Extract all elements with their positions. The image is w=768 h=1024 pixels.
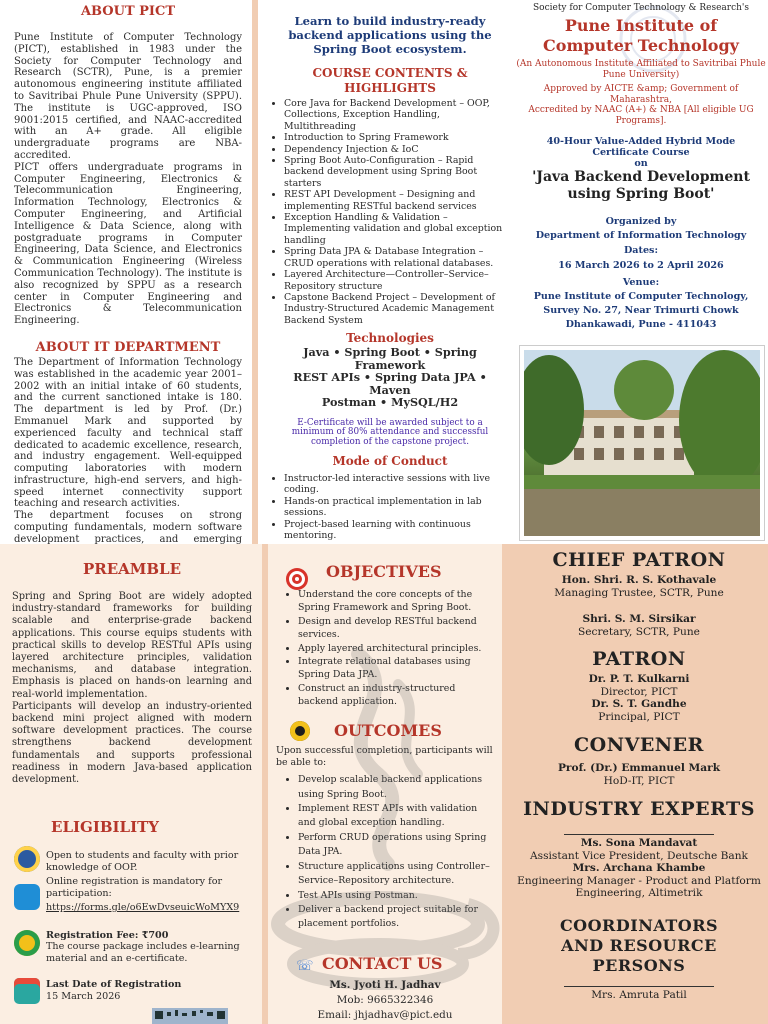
tech-line-3: Postman • MySQL/H2 <box>321 395 459 410</box>
venue-label: Venue: <box>622 277 660 288</box>
list-item: • Spring Boot Auto-Configuration – Rapid backend development using Spring Boot starters <box>284 155 508 189</box>
organized-label: Organized by <box>605 216 677 227</box>
campus-photo-art <box>524 350 760 536</box>
divider <box>564 986 714 987</box>
mode-heading: Mode of Conduct <box>332 454 448 469</box>
eligibility-item-1: Open to students and faculty with prior knowledge of OOP. <box>46 850 239 873</box>
convener-name: Prof. (Dr.) Emmanuel Mark <box>557 762 721 774</box>
target-icon <box>286 568 308 590</box>
technologies-heading: Technologies <box>346 331 434 346</box>
list-item: • Design and develop RESTful backend services. <box>298 615 494 642</box>
preamble-para2: Participants will develop an industry-oriented backend mini project aligned with modern software development practices. The course strengthens backend development fundamentals and supports professional readiness in modern Java-based application development. <box>12 700 252 786</box>
outcomes-heading: OUTCOMES <box>334 720 442 740</box>
mode-list <box>272 473 508 541</box>
approved-note: Approved by AICTE &amp; Government of Maharashtra, <box>543 84 739 105</box>
about-pict-heading: ABOUT PICT <box>80 4 176 19</box>
list-item: • Spring Data JPA & Database Integration – CRUD operations with relational databases. <box>284 246 508 269</box>
about-it-para2: The department focuses on strong computing fundamentals, modern software development practices, and emerging <box>14 510 242 544</box>
convener-heading: CONVENER <box>574 734 704 756</box>
chief-patron-2-role: Secretary, SCTR, Pune <box>578 625 700 638</box>
chief-patron-1-name: Hon. Shri. R. S. Kothavale <box>561 574 717 586</box>
outcomes-intro: Upon successful completion, participants will be able to: <box>276 744 493 769</box>
about-it-para1: The Department of Information Technology was established in the academic year 2001–2002 with an initial intake of 60 students, and the current sanctioned intake is 180. The department is led by Prof. (Dr.) Emmanuel Mark and supported by experienced faculty and technical staff dedicated to academic excellence, research, and industry engagement. Well-equipped computing laboratories with modern infrastructure, high-end servers, and high-speed internet connectivity support teaching and research activities. <box>14 356 242 510</box>
qr-code-icon <box>152 1008 228 1024</box>
divider <box>564 834 714 835</box>
contact-mob: Mob: 9665322346 <box>336 994 434 1006</box>
contact-email[interactable]: Email: jhjadhav@pict.edu <box>317 1009 453 1021</box>
coordinator-1: Mrs. Amruta Patil <box>591 988 687 1001</box>
institute-name: Pune Institute of Computer Technology <box>543 16 739 55</box>
list-item: • Apply layered architectural principles. <box>298 642 494 655</box>
preamble-heading: PREAMBLE <box>82 560 182 578</box>
fee-label: Registration Fee: ₹700 <box>46 930 169 941</box>
contact-heading: CONTACT US <box>322 954 443 973</box>
list-item: • Structure applications using Controller–Service–Repository architecture. <box>298 860 494 889</box>
about-pict-para1: Pune Institute of Computer Technology (PICT), established in 1983 under the Society for Computer Technology and Research (SCTR), Pune, is a premier autonomous engineering institute affiliated to Savitribai Phule Pune University (SPPU). The institute is UGC-approved, ISO 9001:2015 certified, and NAAC-accredited with an A+ grade. All eligible undergraduate programs are NBA-accredited. <box>14 32 242 161</box>
patron-1-name: Dr. P. T. Kulkarni <box>588 673 690 685</box>
preamble-para1: Spring and Spring Boot are widely adopted industry-standard frameworks for building scalable and enterprise-grade backend applications. This course equips students with practical skills to develop RESTful APIs using layered architecture principles, validation mechanisms, and database integration. Emphasis is placed on hands-on learning and real-world implementation. <box>12 591 252 700</box>
course-tagline: Learn to build industry-ready backend applications using the Spring Boot ecosystem. <box>288 14 492 56</box>
autonomous-note: (An Autonomous Institute Affiliated to Savitribai Phule Pune University) <box>516 59 766 80</box>
venue-line-1: Pune Institute of Computer Technology, <box>533 291 749 302</box>
list-item: • Construct an industry-structured backend application. <box>298 682 494 709</box>
course-contents-heading: COURSE CONTENTS & HIGHLIGHTS <box>312 66 468 95</box>
registration-link[interactable]: https://forms.gle/o6EwDvseuicWoMYX9 <box>46 902 240 913</box>
calendar-icon <box>14 978 40 1004</box>
tech-line-1: Java • Spring Boot • Spring Framework <box>303 345 477 372</box>
convener-role: HoD-IT, PICT <box>603 774 675 787</box>
course-contents-list <box>272 98 508 326</box>
objectives-panel <box>268 544 502 1024</box>
list-item: • Deliver a backend project suitable for placement portfolios. <box>298 903 494 932</box>
fee-note: The course package includes e-learning material and an e-certificate. <box>46 941 240 964</box>
eligibility-heading: ELIGIBILITY <box>51 818 159 836</box>
coordinators-heading: COORDINATORS AND RESOURCE PERSONS <box>559 915 719 975</box>
chief-patron-2-name: Shri. S. M. Sirsikar <box>582 613 696 625</box>
list-item: • Dependency Injection & IoC <box>284 144 508 155</box>
expert-1-name: Ms. Sona Mandavat <box>580 837 698 849</box>
list-item: • Project-based learning with continuous mentoring. <box>284 519 508 542</box>
list-item: • Understand the core concepts of the Spring Framework and Spring Boot. <box>298 588 494 615</box>
patron-2-role: Principal, PICT <box>598 710 680 723</box>
about-it-heading: ABOUT IT DEPARTMENT <box>35 339 221 355</box>
campus-photo <box>520 346 764 540</box>
dates-label: Dates: <box>623 245 658 256</box>
list-item: • Capstone Backend Project – Development of Industry-Structured Academic Management Backend System <box>284 292 508 326</box>
patron-heading: PATRON <box>592 648 686 670</box>
organized-by: Department of Information Technology <box>535 230 747 241</box>
list-item: • Instructor-led interactive sessions with live coding. <box>284 473 508 496</box>
list-item: • Core Java for Backend Development – OOP, Collections, Exception Handling, Multithreading <box>284 98 508 132</box>
list-item: • Layered Architecture—Controller–Service–Repository structure <box>284 269 508 292</box>
on-label: on <box>634 158 648 169</box>
objectives-heading: OBJECTIVES <box>326 562 442 581</box>
chief-patron-heading: CHIEF PATRON <box>552 549 726 571</box>
patron-1-role: Director, PICT <box>600 685 678 698</box>
expert-1-role: Assistant Vice President, Deutsche Bank <box>530 849 748 862</box>
certificate-note: E-Certificate will be awarded subject to a minimum of 80% attendance and successful completion of the capstone project. <box>291 417 489 448</box>
last-date: 15 March 2026 <box>46 991 121 1002</box>
committee-panel <box>510 544 768 1024</box>
patron-2-name: Dr. S. T. Gandhe <box>591 698 687 710</box>
eligibility-user-icon <box>14 846 40 872</box>
about-panel <box>0 0 252 544</box>
outcomes-icon <box>290 721 310 741</box>
list-item: • Implement REST APIs with validation and global exception handling. <box>298 802 494 831</box>
list-item: • Develop scalable backend applications using Spring Boot. <box>298 773 494 802</box>
about-pict-para2: PICT offers undergraduate programs in Computer Engineering, Electronics & Telecommunication Engineering, Information Technology, Electronics & Computer Engineering, and Artificial Intelligence & Data Science, along with postgraduate programs in Computer Engineering, Data Science, and Electronics & Communication Engineering (Wireless Communication Technology). The institute is also recognized by SPPU as a research center in Computer Engineering and Electronics & Telecommunication Engineering. <box>14 161 242 327</box>
list-item: • Integrate relational databases using Spring Data JPA. <box>298 655 494 682</box>
preamble-panel <box>0 544 262 1024</box>
dates: 16 March 2026 to 2 April 2026 <box>558 260 724 271</box>
expert-2-role: Engineering Manager - Product and Platform Engineering, Altimetrik <box>517 874 761 899</box>
society-name: Society for Computer Technology & Research's <box>532 3 749 13</box>
last-date-label: Last Date of Registration <box>46 979 182 990</box>
course-type: 40-Hour Value-Added Hybrid Mode Certificate Course <box>546 136 736 158</box>
venue-line-3: Dhankawadi, Pune - 411043 <box>565 319 717 330</box>
expert-2-name: Mrs. Archana Khambe <box>572 862 706 874</box>
course-panel <box>258 0 514 544</box>
list-item: • REST API Development – Designing and implementing RESTful backend services <box>284 189 508 212</box>
list-item: • Introduction to Spring Framework <box>284 132 508 143</box>
eligibility-item-2: Online registration is mandatory for participation: <box>46 876 223 899</box>
industry-experts-heading: INDUSTRY EXPERTS <box>523 798 755 820</box>
fee-icon <box>14 930 40 956</box>
course-title: 'Java Backend Development using Spring Boot' <box>532 169 750 202</box>
list-item: • Hands-on practical implementation in lab sessions. <box>284 496 508 519</box>
list-item: • Perform CRUD operations using Spring Data JPA. <box>298 831 494 860</box>
computer-icon <box>14 884 40 910</box>
contact-name: Ms. Jyoti H. Jadhav <box>329 979 441 991</box>
list-item: • Test APIs using Postman. <box>298 889 494 903</box>
tech-line-2: REST APIs • Spring Data JPA • Maven <box>293 370 487 397</box>
list-item: • Exception Handling & Validation – Implementing validation and global exception handling <box>284 212 508 246</box>
venue-line-2: Survey No. 27, Near Trimurti Chowk <box>543 305 739 316</box>
phone-icon: ☏ <box>296 958 314 974</box>
chief-patron-1-role: Managing Trustee, SCTR, Pune <box>554 586 724 599</box>
accredited-note: Accredited by NAAC (A+) & NBA [All eligible UG Programs]. <box>528 105 754 126</box>
